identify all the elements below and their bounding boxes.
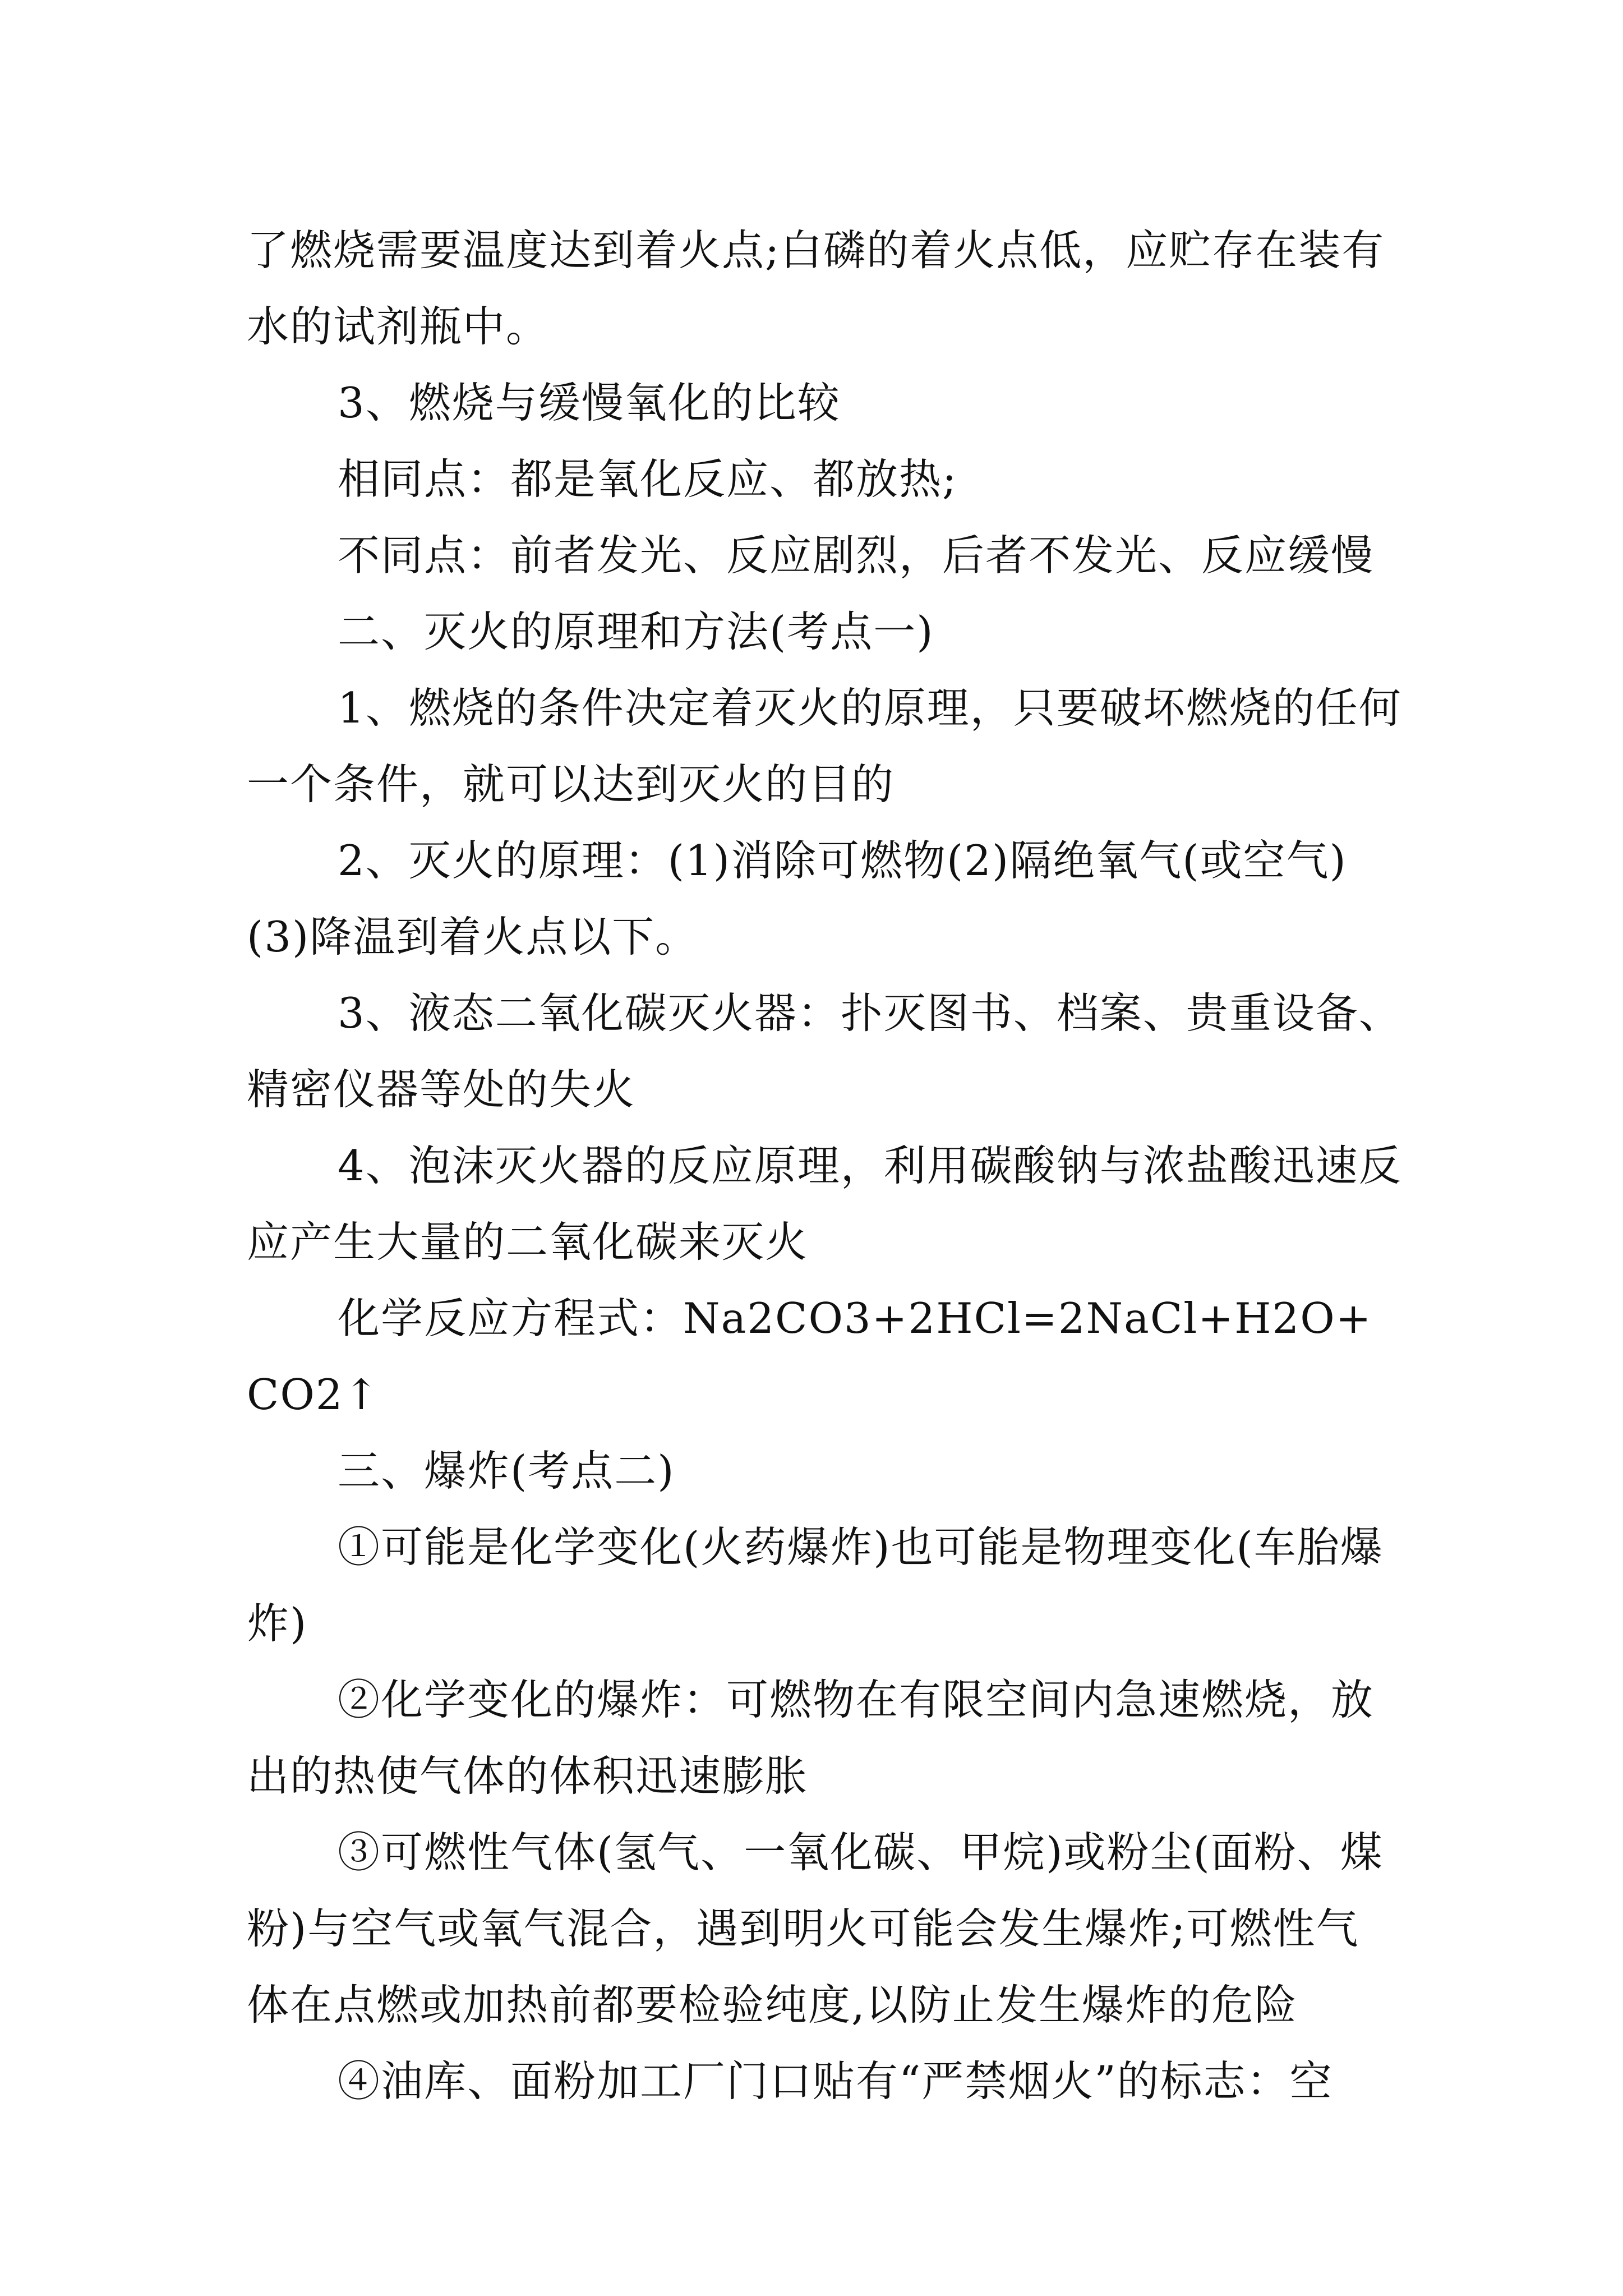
paragraph-extinguishing-principle-2: 2、灭火的原理：(1)消除可燃物(2)隔绝氧气(或空气)(3)降温到着火点以下。 xyxy=(247,836,1347,961)
section-heading-fire-extinguishing: 二、灭火的原理和方法(考点一) xyxy=(338,607,934,656)
paragraph-similarities: 相同点：都是氧化反应、都放热; xyxy=(338,454,958,504)
document-body xyxy=(247,212,1402,2119)
paragraph-foam-extinguisher: 4、泡沫灭火器的反应原理，利用碳酸钠与浓盐酸迅速反应产生大量的二氧化碳来灭火 xyxy=(247,1141,1402,1267)
paragraph-co2-extinguisher: 3、液态二氧化碳灭火器：扑灭图书、档案、贵重设备、精密仪器等处的失火 xyxy=(247,988,1402,1114)
paragraph-explosion-item-3: ③可燃性气体(氢气、一氧化碳、甲烷)或粉尘(面粉、煤粉)与空气或氧气混合，遇到明火可能会发生爆炸;可燃性气体在点燃或加热前都要检验纯度,以防止发生爆炸的危险 xyxy=(247,1828,1384,2030)
paragraph-explosion-item-4: ④油库、面粉加工厂门口贴有“严禁烟火”的标志：空 xyxy=(338,2056,1333,2106)
section-heading-explosion: 三、爆炸(考点二) xyxy=(338,1446,675,1496)
paragraph-continuation: 了燃烧需要温度达到着火点;白磷的着火点低，应贮存在装有水的试剂瓶中。 xyxy=(247,226,1385,351)
paragraph-explosion-item-2: ②化学变化的爆炸：可燃物在有限空间内急速燃烧，放出的热使气体的体积迅速膨胀 xyxy=(247,1675,1375,1801)
paragraph-explosion-item-1: ①可能是化学变化(火药爆炸)也可能是物理变化(车胎爆炸) xyxy=(247,1522,1384,1648)
paragraph-chemical-equation: 化学反应方程式：Na2CO3+2HCl=2NaCl+H2O+CO2↑ xyxy=(247,1294,1372,1419)
paragraph-differences: 不同点：前者发光、反应剧烈，后者不发光、反应缓慢 xyxy=(338,531,1375,580)
paragraph-combustion-comparison-heading: 3、燃烧与缓慢氧化的比较 xyxy=(338,378,841,427)
paragraph-extinguishing-principle-1: 1、燃烧的条件决定着灭火的原理，只要破坏燃烧的任何一个条件，就可以达到灭火的目的 xyxy=(247,683,1402,809)
